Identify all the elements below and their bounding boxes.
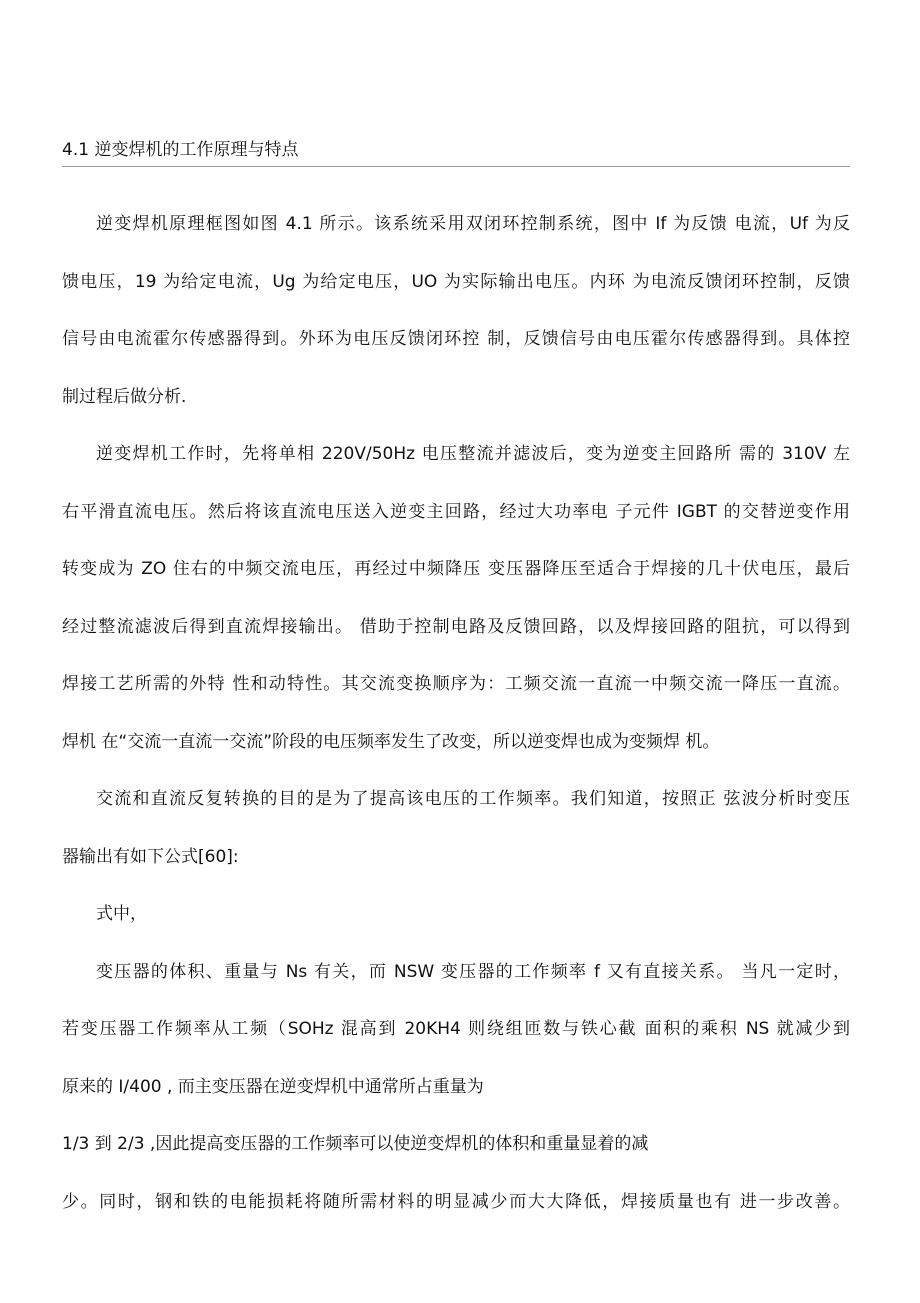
text-line: 经过整流滤波后得到直流焊接输出。 借助于控制电路及反馈回路，以及焊接回路的阻抗，可以得到 — [62, 616, 850, 637]
text-line: 逆变焊机原理框图如图 4.1 所示。该系统采用双闭环控制系统，图中 If 为反馈 电流，Uf 为反 — [96, 214, 850, 234]
text-line: 器输出有如下公式[60]: — [62, 846, 239, 867]
text-line: 原来的 I/400 , 而主变压器在逆变焊机中通常所占重量为 — [62, 1076, 484, 1097]
text-line: 若变压器工作频率从工频（SOHz 混高到 20KH4 则绕组匝数与铁心截 面积的乘积 NS 就减少到 — [62, 1019, 850, 1039]
section-heading: 4.1 逆变焊机的工作原理与特点 — [62, 140, 299, 160]
text-line: 焊接工艺所需的外特 性和动特性。其交流变换顺序为：工频交流一直流一中频交流一降压一直流。 — [62, 674, 850, 694]
text-line: 制过程后做分析. — [62, 386, 187, 407]
text-line: 转变成为 ZO 住右的中频交流电压，再经过中频降压 变压器降压至适合于焊接的几十伏电压，最后 — [62, 559, 850, 579]
text-line: 交流和直流反复转换的目的是为了提高该电压的工作频率。我们知道，按照正 弦波分析时变压 — [96, 789, 850, 809]
text-line: 逆变焊机工作时，先将单相 220V/50Hz 电压整流并滤波后，变为逆变主回路所 需的 310V 左 — [96, 444, 850, 464]
body-text — [62, 208, 850, 1243]
text-line: 馈电压，19 为给定电流，Ug 为给定电压，UO 为实际输出电压。内环 为电流反馈闭环控制，反馈 — [62, 271, 850, 292]
text-line: 式中， — [96, 904, 147, 924]
text-line: 少。同时，钢和铁的电能损耗将随所需材料的明显减少而大大降低，焊接质量也有 进一步改善。 — [62, 1191, 850, 1212]
heading-divider — [62, 166, 850, 167]
text-line: 1/3 到 2/3 ,因此提高变压器的工作频率可以使逆变焊机的体积和重量显着的减 — [62, 1134, 649, 1154]
text-line: 变压器的体积、重量与 Ns 有关，而 NSW 变压器的工作频率 f 又有直接关系。 当凡一定时， — [96, 961, 850, 982]
text-line: 右平滑直流电压。然后将该直流电压送入逆变主回路，经过大功率电 子元件 IGBT 的交替逆变作用 — [62, 501, 850, 522]
text-line: 焊机 在“交流一直流一交流”阶段的电压频率发生了改变，所以逆变焊也成为变频焊 机。 — [62, 731, 720, 752]
text-line: 信号由电流霍尔传感器得到。外环为电压反馈闭环控 制，反馈信号由电压霍尔传感器得到。具体控 — [62, 329, 850, 349]
